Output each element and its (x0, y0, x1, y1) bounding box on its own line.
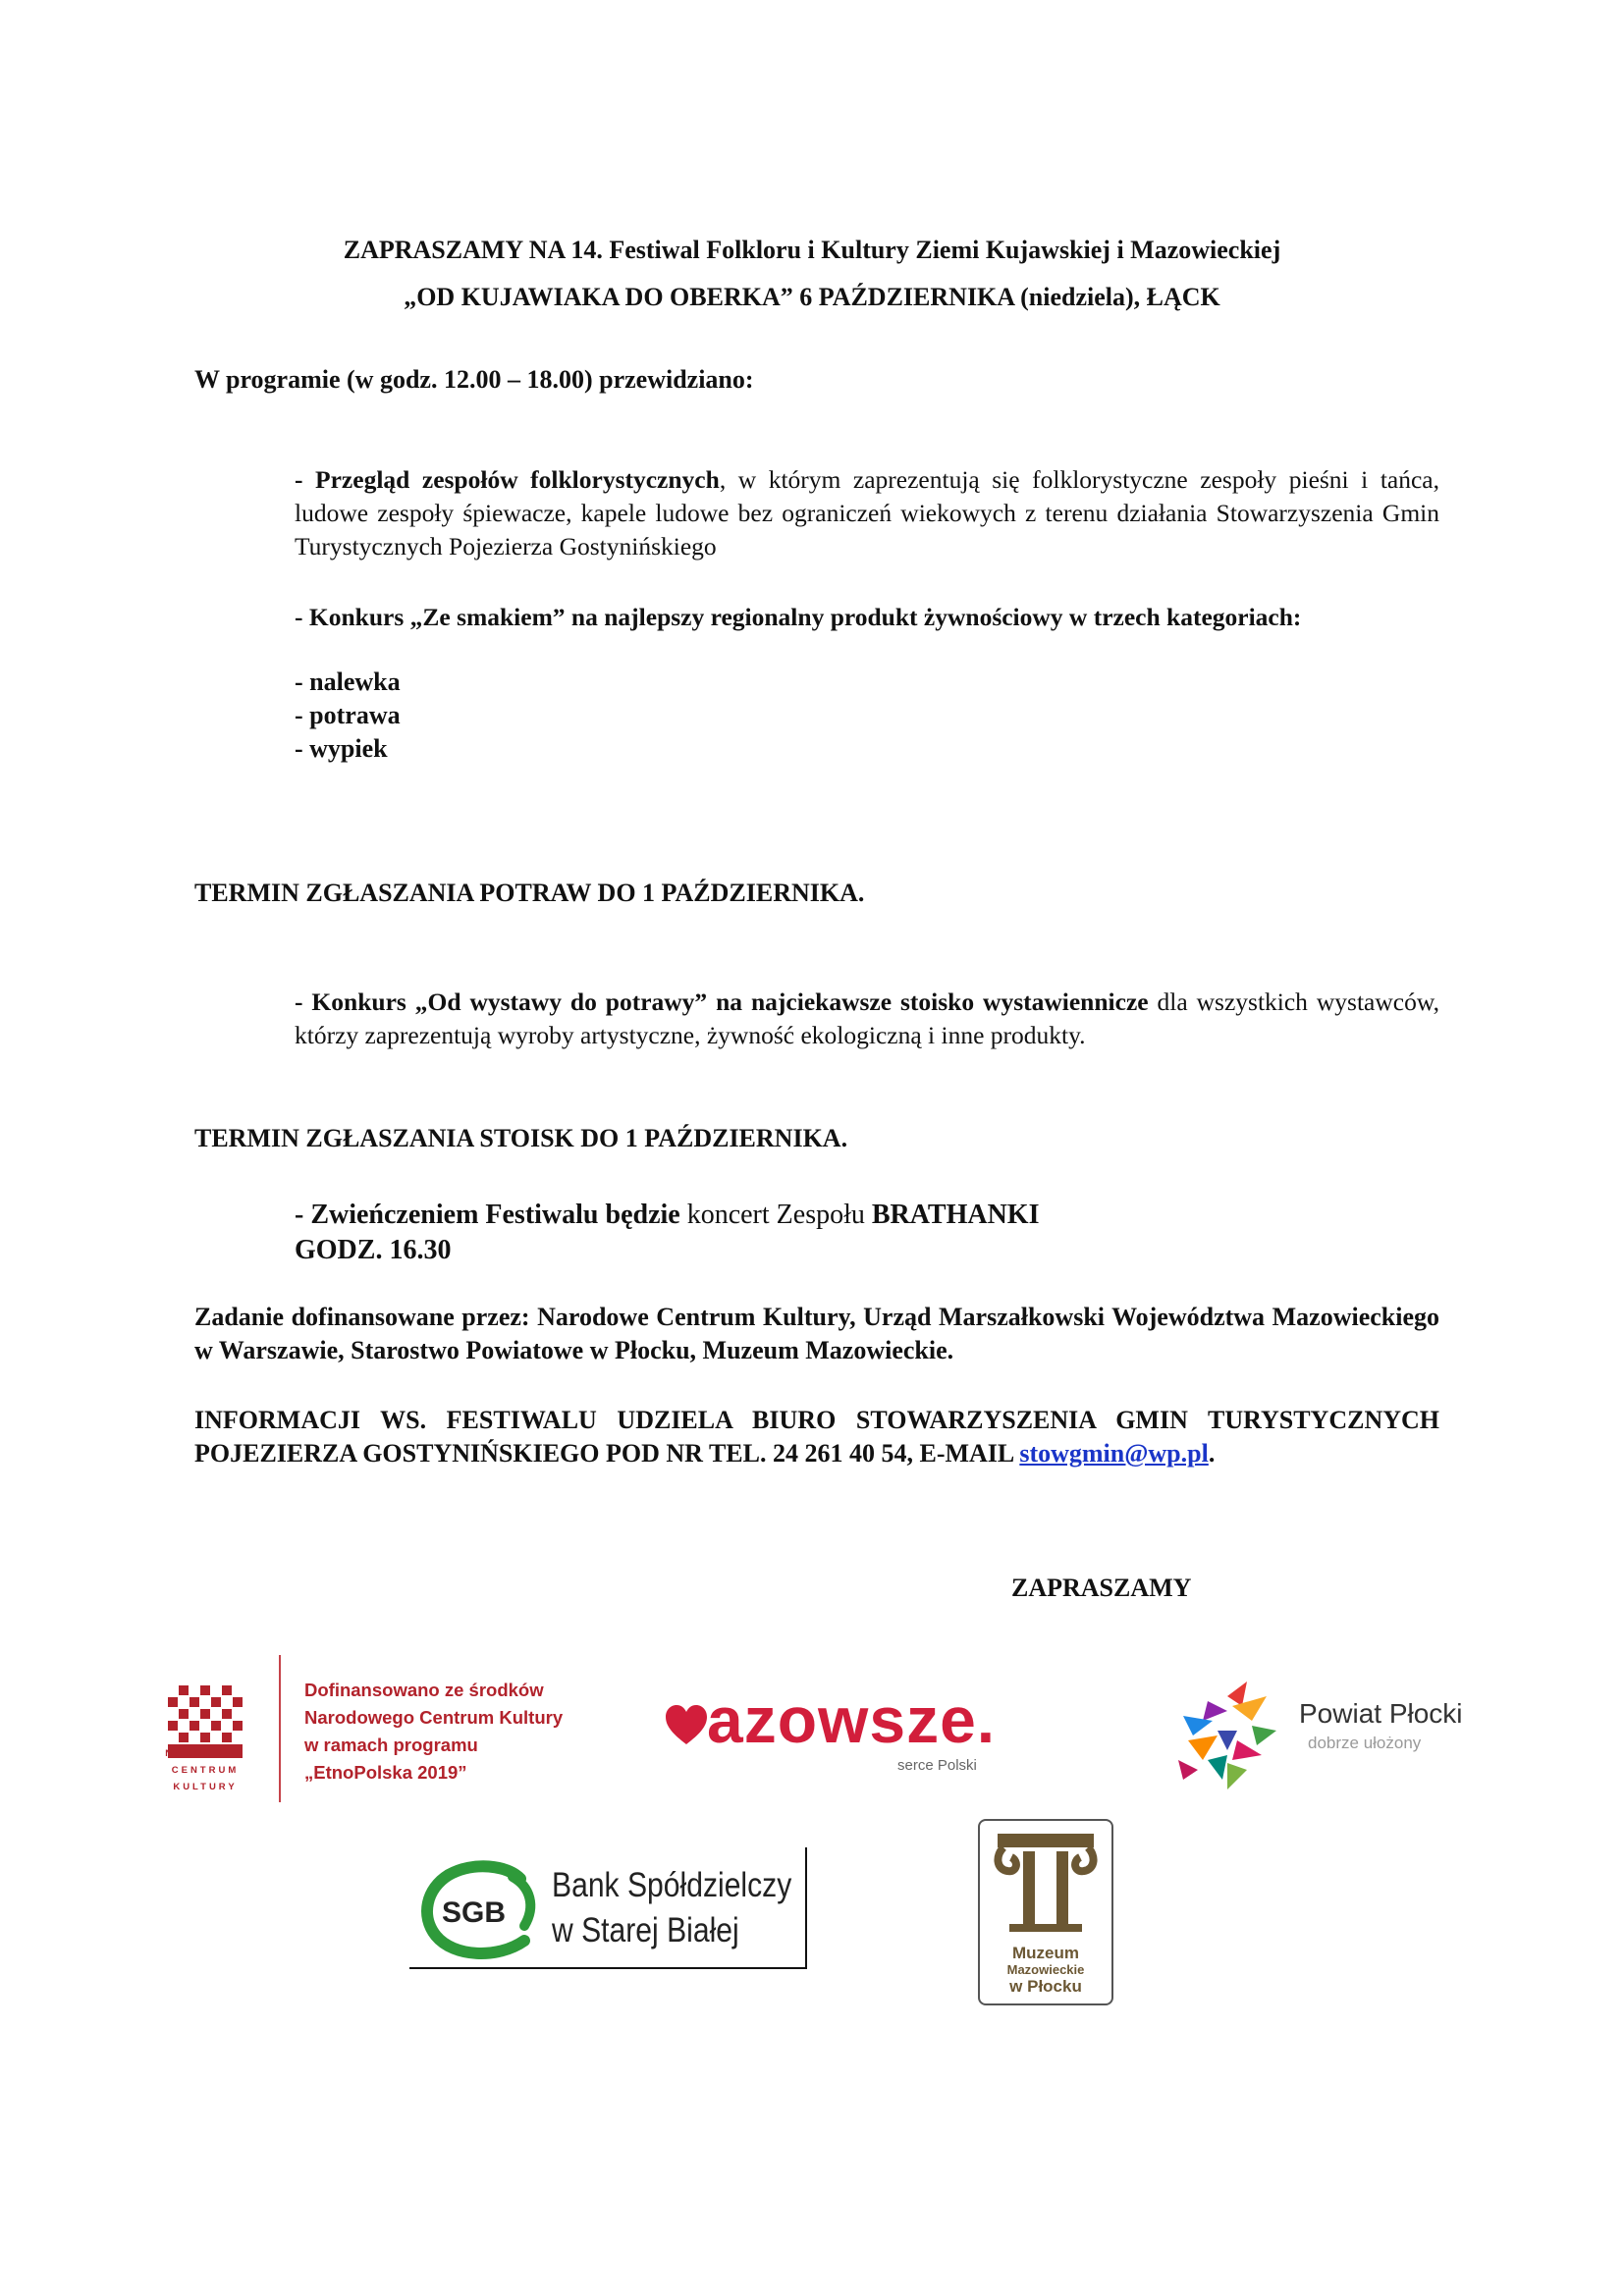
concert-lead: - Zwieńczeniem Festiwalu będzie (295, 1200, 680, 1230)
nck-name-line: NARODOWE (165, 1748, 245, 1759)
contact-info (194, 1404, 1439, 1470)
nck-name-line: KULTURY (173, 1782, 238, 1792)
concert-text: koncert Zespołu (679, 1200, 872, 1230)
deadline-stands: TERMIN ZGŁASZANIA STOISK DO 1 PAŹDZIERNIKA. (194, 1124, 848, 1152)
program-intro: W programie (w godz. 12.00 – 18.00) przewidziano: (194, 365, 754, 394)
nck-info-line: w ramach programu (304, 1735, 478, 1755)
sgb-logo-icon (414, 1857, 552, 1963)
nck-funding-info (304, 1677, 563, 1787)
sgb-line: w Starej Białej (552, 1911, 739, 1949)
powiat-plocki-name: Powiat Płocki (1299, 1698, 1463, 1729)
section-review-text: , w którym zaprezentują się folklorystyczne zespoły pieśni i tańca, ludowe zespoły śpiewacze, kapele ludowe bez ograniczeń wiekowych z terenu działania Stowarzyszenia Gmin Turystycznych Pojezierza Gostynińskiego (295, 465, 1439, 561)
sgb-mark-text: SGB (442, 1896, 507, 1929)
heart-icon (664, 1703, 709, 1748)
nck-name-line: CENTRUM (171, 1765, 240, 1776)
muzeum-line: Muzeum (1012, 1944, 1079, 1962)
powiat-plocki-tagline: dobrze ułożony (1308, 1734, 1422, 1752)
muzeum-line: w Płocku (1009, 1977, 1082, 1996)
concert-time: GODZ. 16.30 (295, 1235, 452, 1265)
heading-line-1-text: ZAPRASZAMY NA 14. Festiwal Folkloru i Kultury Ziemi Kujawskiej i Mazowieckiej (343, 236, 1281, 264)
funding-note: Zadanie dofinansowane przez: Narodowe Centrum Kultury, Urząd Marszałkowski Województwa Mazowieckiego w Warszawie, Starostwo Powiatowe w Płocku, Muzeum Mazowieckie. (194, 1303, 1439, 1364)
section-stands-text: dla wszystkich wystawców, którzy zaprezentują wyroby artystyczne, żywność ekologiczną i inne produkty. (295, 988, 1439, 1049)
section-contest-ze-smakiem: - Konkurs „Ze smakiem” na najlepszy regionalny produkt żywnościowy w trzech kategoriach: (295, 603, 1302, 631)
heading-line-2: „OD KUJAWIAKA DO OBERKA” 6 PAŹDZIERNIKA (niedziela), ŁĄCK (404, 283, 1220, 311)
mazowsze-logo: azowsze. (707, 1683, 997, 1756)
section-review-folk-groups (295, 463, 1439, 563)
muzeum-name (978, 1944, 1113, 1996)
section-stands-title: - Konkurs „Od wystawy do potrawy” na najciekawsze stoisko wystawiennicze (295, 988, 1149, 1016)
email-link[interactable]: stowgmin@wp.pl (1019, 1439, 1209, 1468)
band-name: BRATHANKI (871, 1200, 1040, 1230)
deadline-dishes: TERMIN ZGŁASZANIA POTRAW DO 1 PAŹDZIERNIKA. (194, 879, 865, 907)
nck-info-line: „EtnoPolska 2019” (304, 1762, 467, 1783)
nck-divider (279, 1655, 281, 1802)
nck-logo-name (157, 1745, 253, 1795)
powiat-plocki-logo-icon (1173, 1677, 1281, 1792)
list-item: - potrawa (295, 701, 401, 729)
nck-info-line: Narodowego Centrum Kultury (304, 1707, 564, 1728)
heading-line-1 (0, 236, 1624, 265)
contact-text: INFORMACJI WS. FESTIWALU UDZIELA BIURO STOWARZYSZENIA GMIN TURYSTYCZNYCH POJEZIERZA GOSTYNIŃSKIEGO POD NR TEL. 24 261 40 54, E-MAIL (194, 1406, 1439, 1468)
closing-invitation: ZAPRASZAMY (1011, 1574, 1192, 1602)
nck-info-line: Dofinansowano ze środków (304, 1680, 544, 1700)
contact-end: . (1208, 1439, 1216, 1468)
section-contest-stands (295, 986, 1439, 1052)
section-concert (295, 1198, 1040, 1268)
muzeum-column-icon (990, 1830, 1102, 1934)
category-list (295, 666, 401, 766)
sgb-line: Bank Spółdzielczy (552, 1866, 792, 1904)
mazowsze-tagline: serce Polski (897, 1757, 977, 1774)
list-item: - nalewka (295, 667, 401, 696)
list-item: - wypiek (295, 734, 388, 763)
muzeum-line: Mazowieckie (1006, 1962, 1085, 1977)
section-review-title: - Przegląd zespołów folklorystycznych (295, 465, 720, 494)
sgb-bank-name (552, 1863, 791, 1953)
